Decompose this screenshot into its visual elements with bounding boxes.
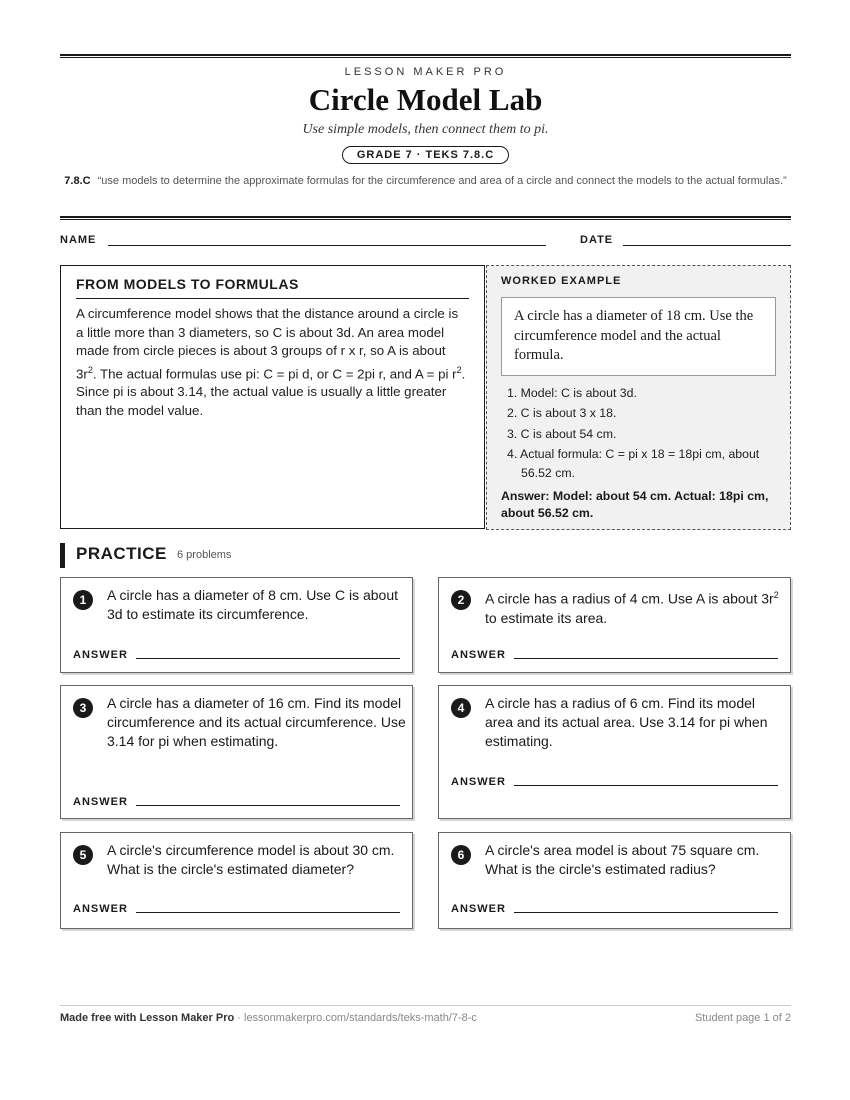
date-field[interactable] — [623, 245, 791, 246]
models-text-part: . Since pi is about 3.14, the actual value is usually a little greater than the model value. — [76, 365, 466, 418]
problem-text: A circle has a diameter of 8 cm. Use C is about 3d to estimate its circumference. — [107, 587, 399, 622]
models-text-part: . The actual formulas use pi: C = pi d, or C = 2pi r, and A = pi r — [92, 365, 457, 381]
answer-label: ANSWER — [451, 903, 506, 915]
problem-number: 6 — [451, 845, 471, 865]
problem-card-5 — [60, 832, 413, 929]
problem-number: 5 — [73, 845, 93, 865]
answer-field[interactable] — [136, 805, 400, 806]
name-label: NAME — [60, 234, 97, 246]
worksheet-page — [60, 0, 791, 1100]
header-bottom-rule — [60, 216, 791, 220]
answer-field[interactable] — [136, 912, 400, 913]
grade-badge: GRADE 7 · TEKS 7.8.C — [342, 146, 509, 164]
worked-example-step: 3. C is about 54 cm. — [507, 426, 617, 441]
page-title: Circle Model Lab — [308, 82, 543, 117]
exponent: 2 — [773, 590, 779, 600]
worked-example-step: 2. C is about 3 x 18. — [507, 406, 617, 420]
answer-label: ANSWER — [73, 649, 128, 661]
page-subtitle: Use simple models, then connect them to pi. — [302, 122, 549, 137]
models-title: FROM MODELS TO FORMULAS — [76, 276, 469, 299]
worked-example-title: WORKED EXAMPLE — [501, 275, 622, 287]
answer-label: ANSWER — [451, 776, 506, 788]
problem-card-3 — [60, 685, 413, 819]
answer-field[interactable] — [136, 658, 400, 659]
models-to-formulas-box — [60, 265, 485, 529]
answer-field[interactable] — [514, 658, 778, 659]
answer-field[interactable] — [514, 912, 778, 913]
answer-label: ANSWER — [73, 796, 128, 808]
problem-text: A circle's area model is about 75 square cm. What is the circle's estimated radius? — [485, 842, 760, 877]
worked-example-box — [486, 265, 791, 530]
practice-accent-bar — [60, 543, 65, 568]
problem-text-part: to estimate its area. — [485, 609, 608, 626]
footer-rule — [60, 1005, 791, 1006]
models-text-part: A circumference model shows that the distance around a circle is a little more than 3 diameters, so C is about 3d. An area model made from circle pieces is about 3 groups of r x r, so A is about 3r — [76, 306, 459, 381]
date-label: DATE — [580, 234, 614, 246]
answer-label: ANSWER — [73, 903, 128, 915]
practice-count: 6 problems — [177, 549, 232, 561]
problem-text — [485, 586, 785, 628]
problem-text: A circle has a radius of 6 cm. Find its model area and its actual area. Use 3.14 for pi when estimating. — [485, 695, 768, 749]
problem-card-2 — [438, 577, 791, 673]
answer-label: ANSWER — [451, 649, 506, 661]
footer-separator: · — [234, 1012, 244, 1024]
problem-card-1 — [60, 577, 413, 673]
footer-made-with: Made free with Lesson Maker Pro — [60, 1012, 235, 1024]
brand-name: LESSON MAKER PRO — [344, 66, 507, 78]
footer-credit — [60, 1012, 477, 1024]
practice-title: PRACTICE — [76, 544, 167, 563]
worked-example-problem: A circle has a diameter of 18 cm. Use the circumference model and the actual formula. — [501, 297, 776, 376]
problem-text-part: A circle has a radius of 4 cm. Use A is about 3r — [485, 590, 774, 607]
problem-card-6 — [438, 832, 791, 929]
models-text — [76, 305, 469, 420]
worked-example-step: 1. Model: C is about 3d. — [507, 385, 637, 400]
name-field[interactable] — [108, 245, 546, 246]
worked-example-step: 4. Actual formula: C = pi x 18 = 18pi cm, about 56.52 cm. — [507, 447, 760, 480]
worked-example-answer: Answer: Model: about 54 cm. Actual: 18pi cm, about 56.52 cm. — [501, 489, 769, 520]
problem-number: 3 — [73, 698, 93, 718]
exponent: 2 — [456, 364, 462, 375]
footer-url[interactable]: lessonmakerpro.com/standards/teks-math/7-8-c — [244, 1012, 477, 1024]
worked-example-steps — [501, 384, 776, 483]
grade-badge-wrap — [60, 145, 791, 164]
problem-number: 4 — [451, 698, 471, 718]
exponent: 2 — [87, 364, 93, 375]
problem-text: A circle's circumference model is about 30 cm. What is the circle's estimated diameter? — [107, 842, 395, 877]
header-top-rule — [60, 54, 791, 58]
problem-text: A circle has a diameter of 16 cm. Find its model circumference and its actual circumference. Use 3.14 for pi when estimating. — [107, 695, 406, 749]
problem-number: 2 — [451, 590, 471, 610]
standard-statement — [60, 173, 791, 190]
footer-page-number: Student page 1 of 2 — [694, 1012, 791, 1024]
problem-number: 1 — [73, 590, 93, 610]
answer-field[interactable] — [514, 785, 778, 786]
standard-text: “use models to determine the approximate formulas for the circumference and area of a circle and connect the models to the actual formulas.” — [97, 175, 787, 187]
problem-card-4 — [438, 685, 791, 819]
standard-code: 7.8.C — [64, 175, 91, 187]
